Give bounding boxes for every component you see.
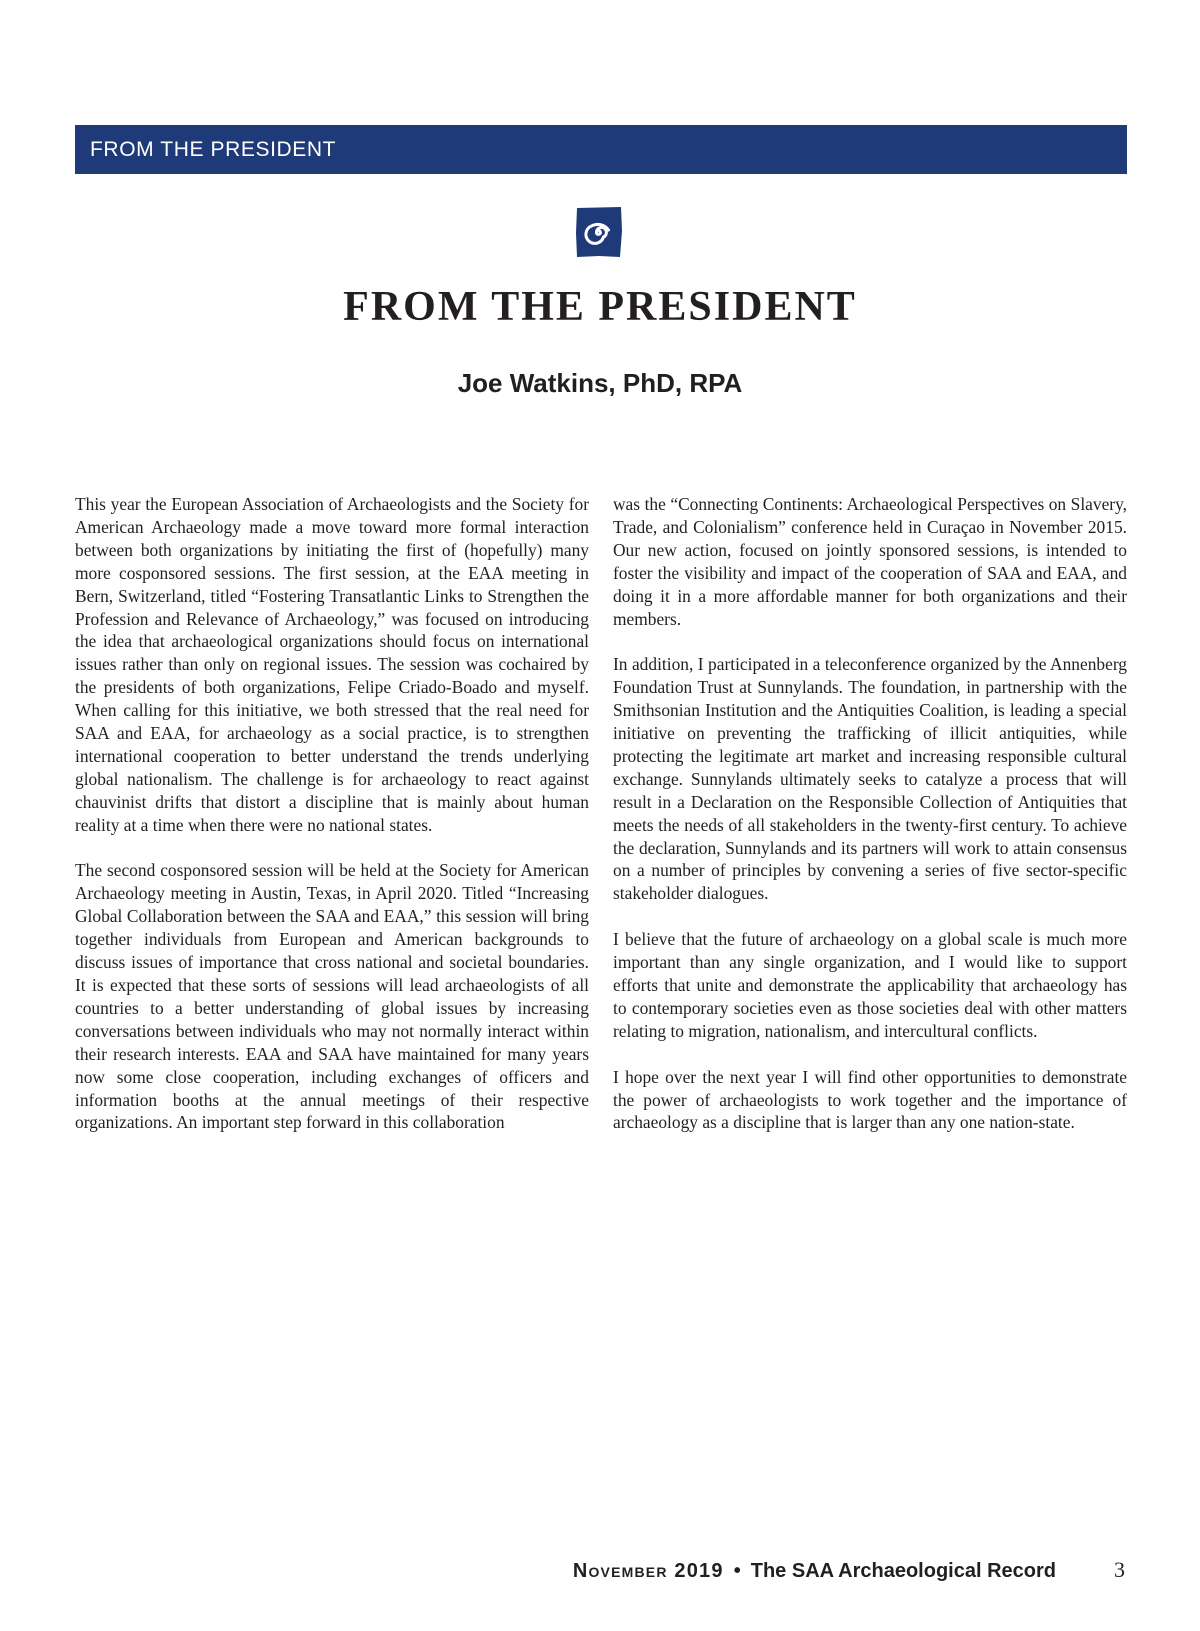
right-column — [613, 493, 1127, 1157]
article-author: Joe Watkins, PhD, RPA — [457, 368, 743, 398]
paragraph: In addition, I participated in a teleconference organized by the Annenberg Foundation Trust at Sunnylands. The foundation, in partnership with the Smithsonian Institution and the Antiquities Coalition, is leading a special initiative on preventing the trafficking of illicit antiquities, while protecting the legitimate art market and increasing responsible cultural exchange. Sunnylands ultimately seeks to catalyze a process that will result in a Declaration on the Responsible Collection of Antiquities that meets the needs of all stakeholders in the twenty-first century. To achieve the declaration, Sunnylands and its partners will work to attain consensus on a number of principles by convening a series of five sector-specific stakeholder dialogues. — [613, 654, 1127, 904]
section-header-bar — [75, 125, 1127, 174]
footer-bullet: • — [733, 1560, 741, 1582]
paragraph: I believe that the future of archaeology on a global scale is much more important than any single organization, and I would like to support efforts that unite and demonstrate the applicability that archaeology has to contemporary societies even as those societies deal with other matters relating to migration, nationalism, and intercultural conflicts. — [613, 929, 1127, 1041]
publication-name: The SAA Archaeological Record — [750, 1560, 1056, 1582]
page-number: 3 — [1114, 1557, 1125, 1582]
paragraph: This year the European Association of Archaeologists and the Society for American Archaeology made a move toward more formal interaction between both organizations by initiating the first of (hopefully) many more cosponsored sessions. The first session, at the EAA meeting in Bern, Switzerland, titled “Fostering Transatlantic Links to Strengthen the Profession and Relevance of Archaeology,” was focused on introducing the idea that archaeological organizations should focus on international issues rather than only on regional issues. The session was cochaired by the presidents of both organizations, Felipe Criado-Boado and myself. When calling for this initiative, we both stressed that the real need for SAA and EAA, for archaeology as a social practice, is to strengthen international cooperation to better understand the trends underlying global nationalism. The challenge is for archaeology to react against chauvinist drifts that distort a discipline that is mainly about human reality at a time when there were no national states. — [75, 494, 589, 835]
paragraph: was the “Connecting Continents: Archaeological Perspectives on Slavery, Trade, and Colonialism” conference held in Curaçao in November 2015. Our new action, focused on jointly sponsored sessions, is intended to foster the visibility and impact of the cooperation of SAA and EAA, and doing it in a more affordable manner for both organizations and their members. — [613, 494, 1127, 629]
section-label: FROM THE PRESIDENT — [90, 137, 337, 161]
left-column — [75, 493, 589, 1157]
issue-date: November 2019 — [572, 1560, 724, 1582]
article-title: FROM THE PRESIDENT — [343, 284, 857, 330]
paragraph: The second cosponsored session will be held at the Society for American Archaeology meeting in Austin, Texas, in April 2020. Titled “Increasing Global Collaboration between the SAA and EAA,” this session will bring together individuals from European and American backgrounds to discuss issues of importance that cross national and societal boundaries. It is expected that these sorts of sessions will lead archaeologists of all countries to a better understanding of global issues by increasing conversations between individuals who may not normally interact within their research interests. EAA and SAA have maintained for many years now some close cooperation, including exchanges of officers and information booths at the annual meetings of their respective organizations. An important step forward in this collaboration — [75, 860, 589, 1133]
page-footer — [573, 1557, 1125, 1583]
spiral-icon — [574, 205, 624, 259]
paragraph: I hope over the next year I will find other opportunities to demonstrate the power of archaeologists to work together and the importance of archaeology as a discipline that is larger than any one nation-state. — [613, 1066, 1127, 1133]
